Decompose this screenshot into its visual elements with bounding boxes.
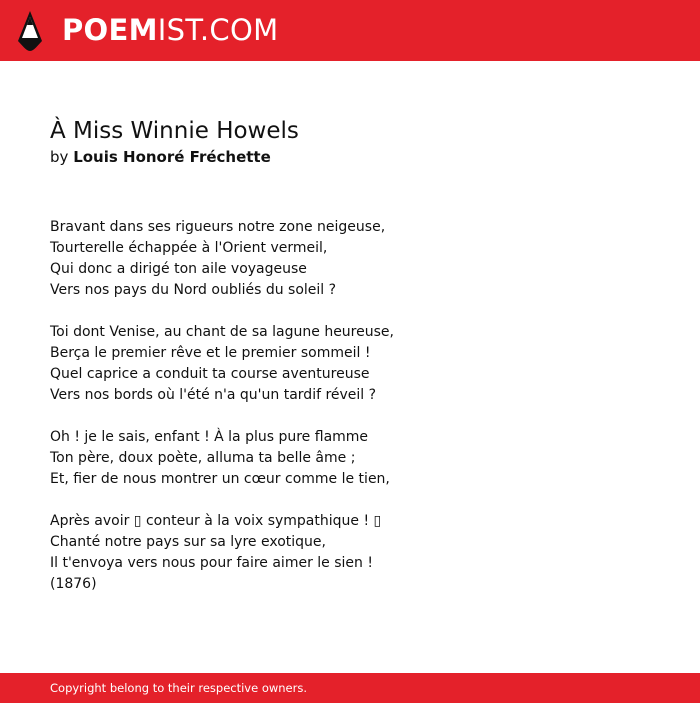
stanza — [50, 511, 650, 595]
stanza — [50, 217, 650, 301]
site-footer — [0, 673, 700, 703]
copyright-notice: Copyright belong to their respective owners. — [50, 681, 308, 695]
logo-brand-bold: POEM — [62, 13, 158, 47]
pencil-tip-icon[interactable] — [18, 11, 42, 51]
by-label: by — [50, 148, 69, 166]
poem-line: Toi dont Venise, au chant de sa lagune heureuse, — [50, 324, 394, 340]
poem-year: (1876) — [50, 576, 97, 592]
poem-line: Vers nos bords où l'été n'a qu'un tardif réveil ? — [50, 387, 377, 403]
site-header — [0, 0, 700, 61]
site-logo[interactable] — [62, 13, 278, 47]
poem-byline — [50, 146, 650, 168]
poem-line: Il t'envoya vers nous pour faire aimer le sien ! — [50, 555, 373, 571]
poem-line: Chanté notre pays sur sa lyre exotique, — [50, 534, 326, 550]
poem-line: Bravant dans ses rigueurs notre zone neigeuse, — [50, 219, 386, 235]
stanza — [50, 322, 650, 406]
poem-line: Qui donc a dirigé ton aile voyageuse — [50, 261, 307, 277]
poem-line: Et, fier de nous montrer un cœur comme le tien, — [50, 471, 390, 487]
stanza — [50, 427, 650, 490]
poem-title: À Miss Winnie Howels — [50, 118, 299, 144]
poem-line: Quel caprice a conduit ta course aventureuse — [50, 366, 370, 382]
author-link[interactable]: Louis Honoré Fréchette — [73, 148, 271, 166]
poem-body — [50, 217, 650, 595]
poem-content — [50, 116, 650, 595]
poem-line: Tourterelle échappée à l'Orient vermeil, — [50, 240, 328, 256]
logo-brand-light: IST.COM — [157, 13, 279, 47]
poem-line: Oh ! je le sais, enfant ! À la plus pure flamme — [50, 429, 369, 445]
poem-line: Ton père, doux poète, alluma ta belle âme ; — [50, 450, 356, 466]
poem-line: Vers nos pays du Nord oubliés du soleil ? — [50, 282, 337, 298]
poem-line: Berça le premier rêve et le premier sommeil ! — [50, 345, 371, 361]
poem-line: Après avoir ▯ conteur à la voix sympathique ! ▯ — [50, 513, 382, 529]
